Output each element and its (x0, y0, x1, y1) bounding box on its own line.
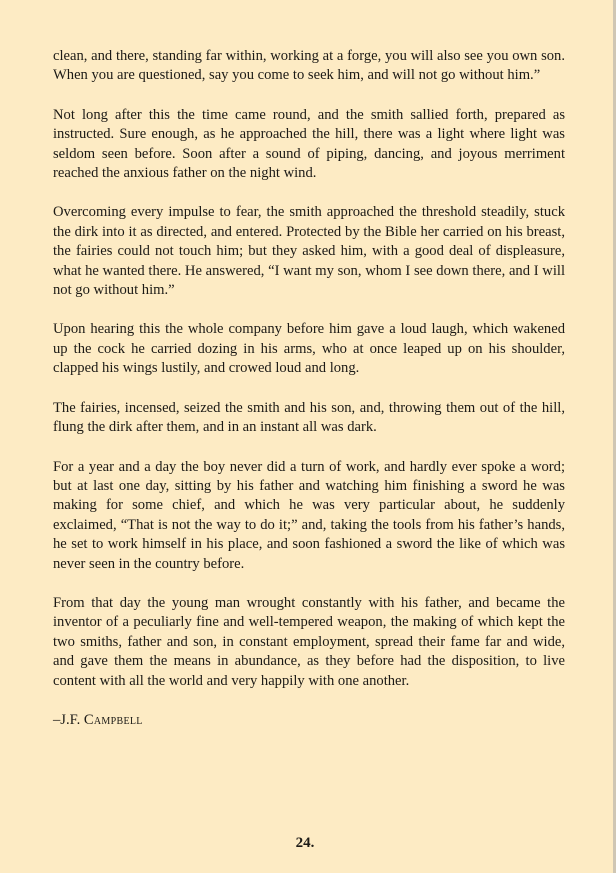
paragraph-6: For a year and a day the boy never did a turn of work, and hardly ever spoke a word; but at last one day, sitting by his father and watching him finishing a sword he was making for some chief, and which he was very particular about, he suddenly exclaimed, “That is not the way to do it;” and, taking the tools from his father’s hands, he set to work himself in his place, and soon fashioned a sword the like of which was never seen in the country before. (53, 458, 565, 572)
attribution (53, 711, 565, 730)
paragraph-2: Not long after this the time came round, and the smith sallied forth, prepared as instructed. Sure enough, as he approached the hill, there was a light where light was seldom seen before. Soon after a sound of piping, dancing, and joyous merriment reached the anxious father on the night wind. (53, 106, 565, 182)
page-number: 24. (295, 835, 315, 851)
paragraph-4: Upon hearing this the whole company before him gave a loud laugh, which wakened up the cock he carried dozing in his arms, who at once leaped up on his shoulder, clapped his wings lustily, and crowed loud and long. (53, 321, 565, 377)
paragraph-1: clean, and there, standing far within, working at a forge, you will also see you own son. When you are questioned, say you come to seek him, and will not go without him.” (53, 48, 565, 84)
author-name: Campbell (83, 711, 143, 728)
story-text (53, 47, 565, 730)
paragraph-3: Overcoming every impulse to fear, the smith approached the threshold steadily, stuck the dirk into it as directed, and entered. Protected by the Bible her carried on his breast, the fairies could not touch him; but they asked him, with a good deal of displeasure, what he wanted there. He answered, “I want my son, whom I see down there, and I will not go without him.” (53, 204, 565, 299)
paragraph-5: The fairies, incensed, seized the smith and his son, and, throwing them out of the hill, flung the dirk after them, and in an instant all was dark. (53, 399, 565, 436)
attribution-prefix: –J.F. (53, 711, 84, 728)
paragraph-7: From that day the young man wrought constantly with his father, and became the inventor of a peculiarly fine and well-tempered weapon, the making of which kept the two smiths, father and son, in constant employment, spread their fame far and wide, and gave them the means in abundance, as they before had the disposition, to live content with all the world and very happily with one another. (53, 594, 565, 689)
